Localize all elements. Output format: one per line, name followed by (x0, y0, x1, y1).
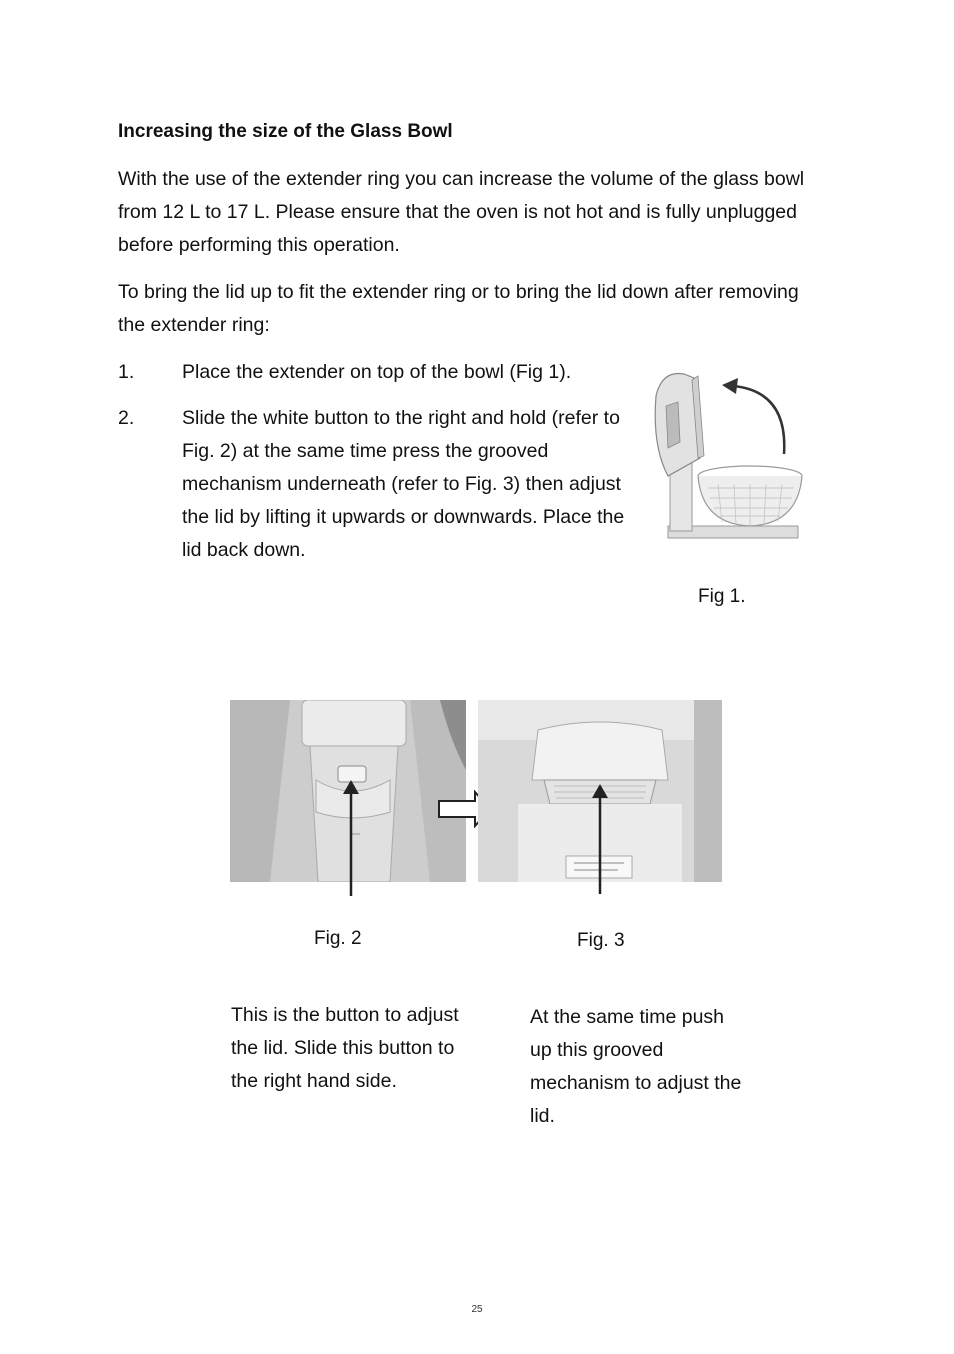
step-2-number: 2. (118, 407, 135, 429)
step-1-text: Place the extender on top of the bowl (Fig 1). (182, 361, 572, 383)
instruction-paragraph: To bring the lid up to fit the extender ring or to bring the lid down after removing the extender ring: (118, 281, 799, 336)
fig2-caption: Fig. 2 (314, 928, 362, 949)
step-2-text: Slide the white button to the right and hold (refer to Fig. 2) at the same time press the grooved mechanism underneath (refer to Fig. 3) then adjust the lid by lifting it upwards or downwards. Place the lid back down. (182, 407, 625, 561)
section-heading: Increasing the size of the Glass Bowl (118, 121, 453, 142)
fig3-note: At the same time push up this grooved mechanism to adjust the lid. (530, 1006, 742, 1127)
fig1-oven-image (648, 366, 813, 546)
fig3-caption: Fig. 3 (577, 930, 625, 951)
fig3-pointer-arrow (588, 784, 612, 896)
fig2-note: This is the button to adjust the lid. Slide this button to the right hand side. (231, 1004, 459, 1092)
intro-paragraph: With the use of the extender ring you can increase the volume of the glass bowl from 12 L to 17 L. Please ensure that the oven is not hot and is fully unplugged before performing this operation. (118, 168, 805, 256)
page-number: 25 (471, 1304, 483, 1315)
fig1-caption: Fig 1. (698, 586, 746, 607)
step-1-number: 1. (118, 361, 135, 383)
fig2-pointer-arrow (339, 780, 363, 898)
